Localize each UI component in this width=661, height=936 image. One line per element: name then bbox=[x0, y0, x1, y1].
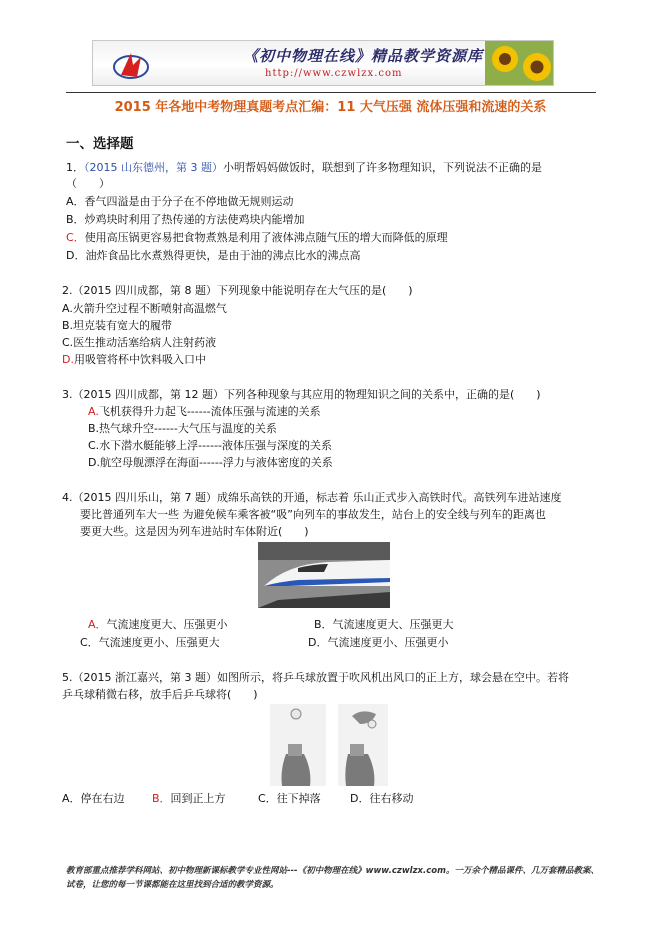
banner-title: 《初中物理在线》精品教学资源库 bbox=[243, 47, 484, 65]
option-a bbox=[62, 791, 125, 807]
logo-icon bbox=[111, 47, 151, 81]
question-4-line-2: 要比普通列车大一些 为避免候车乘客被“吸”向列车的事故发生，站台上的安全线与列车的距离也 bbox=[80, 508, 546, 521]
question-4-line-3: 要更大些。这是因为列车进站时车体附近( ) bbox=[80, 525, 309, 538]
option-d bbox=[88, 455, 333, 471]
hair-dryer-ball-image-1 bbox=[270, 704, 326, 786]
option-c bbox=[62, 335, 216, 351]
option-text: 火箭升空过程不断喷射高温燃气 bbox=[72, 302, 227, 315]
option-a bbox=[88, 404, 321, 420]
option-text: 气流速度更小、压强更大 bbox=[98, 636, 220, 649]
option-d bbox=[62, 352, 206, 368]
sunflower-image bbox=[485, 41, 553, 85]
option-letter: A. bbox=[62, 302, 73, 315]
option-c bbox=[66, 230, 448, 246]
option-letter: D. bbox=[62, 353, 74, 366]
option-a bbox=[62, 301, 227, 317]
option-letter: A． bbox=[62, 792, 81, 805]
option-d bbox=[308, 635, 448, 651]
header-banner bbox=[92, 40, 554, 86]
option-d bbox=[66, 248, 360, 264]
option-text: 医生推动活塞给病人注射药液 bbox=[73, 336, 217, 349]
option-text: 香气四溢是由于分子在不停地做无规则运动 bbox=[84, 195, 294, 208]
option-text: 炒鸡块时利用了热传递的方法使鸡块内能增加 bbox=[84, 213, 305, 226]
option-letter: D． bbox=[308, 636, 328, 649]
option-letter: B． bbox=[152, 792, 171, 805]
option-text: 水下潜水艇能够上浮------液体压强与深度的关系 bbox=[99, 439, 333, 452]
option-text: 停在右边 bbox=[80, 792, 125, 805]
option-text: 用吸管将杯中饮料吸入口中 bbox=[73, 353, 206, 366]
option-letter: B. bbox=[88, 422, 100, 435]
option-b bbox=[88, 421, 277, 437]
question-source: （2015 山东德州，第 3 题） bbox=[84, 161, 223, 174]
high-speed-train-image bbox=[258, 542, 390, 608]
option-b bbox=[314, 617, 454, 633]
option-text: 航空母舰漂浮在海面------浮力与液体密度的关系 bbox=[99, 456, 333, 469]
option-text: 油炸食品比水煮熟得更快，是由于油的沸点比水的沸点高 bbox=[85, 249, 361, 262]
option-letter: A． bbox=[88, 618, 107, 631]
answer-paren: （ ） bbox=[66, 177, 110, 190]
option-text: 飞机获得升力起飞------流体压强与流速的关系 bbox=[98, 405, 321, 418]
option-letter: C. bbox=[88, 439, 100, 452]
option-b bbox=[62, 318, 172, 334]
question-5-line-1: 5.（2015 浙江嘉兴，第 3 题）如图所示，将乒乓球放置于吹风机出风口的正上方，球会悬在空中。若将 bbox=[62, 671, 569, 684]
option-text: 热气球升空------大气压与温度的关系 bbox=[99, 422, 277, 435]
option-c bbox=[258, 791, 321, 807]
option-letter: B. bbox=[62, 319, 74, 332]
option-b bbox=[66, 212, 305, 228]
option-letter: C． bbox=[80, 636, 99, 649]
option-letter: C． bbox=[258, 792, 277, 805]
page-footer: 教育部重点推荐学科网站、初中物理新课标教学专业性网站---《初中物理在线》www.czwlzx.com。一万余个精品课件、几万套精品教案、试卷，让您的每一节课都能在这里找到合适的教学资源。 bbox=[66, 866, 599, 890]
option-letter: B． bbox=[314, 618, 333, 631]
option-letter: D． bbox=[350, 792, 370, 805]
option-text: 气流速度更小、压强更小 bbox=[327, 636, 449, 649]
option-letter: A． bbox=[66, 195, 85, 208]
option-text: 气流速度更大、压强更小 bbox=[106, 618, 228, 631]
question-2-stem: 2.（2015 四川成都，第 8 题）下列现象中能说明存在大气压的是( ) bbox=[62, 284, 413, 297]
option-text: 气流速度更大、压强更大 bbox=[332, 618, 454, 631]
header-rule bbox=[66, 92, 596, 93]
banner-url: http://www.czwlzx.com bbox=[265, 68, 403, 79]
option-c bbox=[88, 438, 332, 454]
option-letter: A. bbox=[88, 405, 99, 418]
option-letter: C. bbox=[62, 336, 74, 349]
option-text: 使用高压锅更容易把食物煮熟是利用了液体沸点随气压的增大而降低的原理 bbox=[84, 231, 448, 244]
option-b bbox=[152, 791, 226, 807]
option-letter: D． bbox=[66, 249, 86, 262]
option-c bbox=[80, 635, 220, 651]
question-4-line-1: 4.（2015 四川乐山，第 7 题）成绵乐高铁的开通，标志着 乐山正式步入高铁时代。高铁列车进站速度 bbox=[62, 491, 562, 504]
option-text: 往右移动 bbox=[369, 792, 414, 805]
hair-dryer-ball-image-2 bbox=[338, 704, 388, 786]
option-text: 往下掉落 bbox=[276, 792, 321, 805]
question-number: 1． bbox=[66, 161, 84, 174]
question-1-stem bbox=[66, 160, 542, 176]
option-letter: C． bbox=[66, 231, 85, 244]
option-a bbox=[88, 617, 228, 633]
question-text: 小明帮妈妈做饭时，联想到了许多物理知识，下列说法不正确的是 bbox=[222, 161, 542, 174]
document-title: 2015 年各地中考物理真题考点汇编：11 大气压强 流体压强和流速的关系 bbox=[114, 100, 547, 115]
question-5-line-2: 乒乓球稍微右移，放手后乒乓球将( ) bbox=[62, 688, 258, 701]
option-text: 回到正上方 bbox=[170, 792, 226, 805]
option-letter: D. bbox=[88, 456, 100, 469]
option-text: 坦克装有宽大的履带 bbox=[73, 319, 173, 332]
section-heading: 一、选择题 bbox=[66, 136, 134, 152]
option-a bbox=[66, 194, 294, 210]
option-letter: B． bbox=[66, 213, 85, 226]
question-3-stem: 3.（2015 四川成都，第 12 题）下列各种现象与其应用的物理知识之间的关系中，正确的是( ) bbox=[62, 388, 541, 401]
option-d bbox=[350, 791, 413, 807]
